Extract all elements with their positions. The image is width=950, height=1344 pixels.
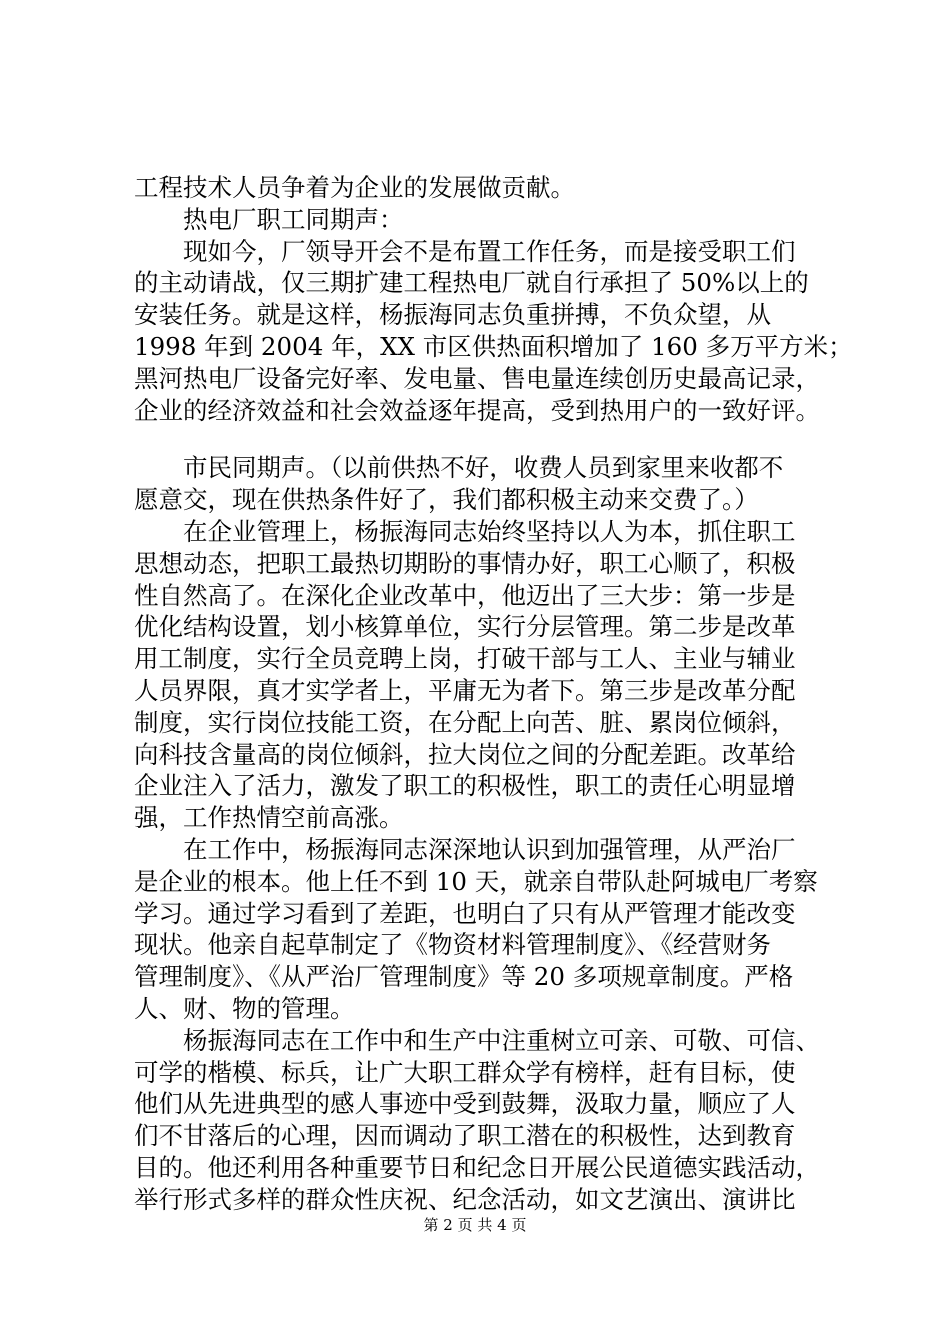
text-line: 黑河热电厂设备完好率、发电量、售电量连续创历史最高记录， <box>134 363 820 393</box>
text-line: 愿意交，现在供热条件好了，我们都积极主动来交费了。） <box>134 485 759 515</box>
text-line: 学习。通过学习看到了差距，也明白了只有从严管理才能改变 <box>134 898 796 928</box>
text-line: 优化结构设置，划小核算单位，实行分层管理。第二步是改革 <box>134 612 796 642</box>
text-line: 是企业的根本。他上任不到 10 天，就亲自带队赴阿城电厂考察 <box>134 866 818 896</box>
text-line: 他们从先进典型的感人事迹中受到鼓舞，汲取力量，顺应了人 <box>134 1089 796 1119</box>
text-line: 强，工作热情空前高涨。 <box>134 803 404 833</box>
text-line: 安装任务。就是这样，杨振海同志负重拼搏，不负众望，从 <box>134 300 771 330</box>
text-line: 的主动请战，仅三期扩建工程热电厂就自行承担了 50%以上的 <box>134 268 809 298</box>
text-line: 企业注入了活力，激发了职工的积极性，职工的责任心明显增 <box>134 771 796 801</box>
page-footer: 第 2 页 共 4 页 <box>423 1216 527 1234</box>
text-line: 现状。他亲自起草制定了《物资材料管理制度》、《经营财务 <box>134 930 771 960</box>
paragraph-first-line: 在企业管理上，杨振海同志始终坚持以人为本，抓住职工 <box>183 516 796 546</box>
paragraph-first-line: 市民同期声。（以前供热不好，收费人员到家里来收都不 <box>183 453 784 483</box>
paragraph-first-line: 在工作中，杨振海同志深深地认识到加强管理，从严治厂 <box>183 834 796 864</box>
text-line: 1998 年到 2004 年，XX 市区供热面积增加了 160 多万平方米； <box>134 331 853 361</box>
text-line: 举行形式多样的群众性庆祝、纪念活动，如文艺演出、演讲比 <box>134 1184 796 1214</box>
text-line: 企业的经济效益和社会效益逐年提高，受到热用户的一致好评。 <box>134 395 820 425</box>
text-line: 们不甘落后的心理，因而调动了职工潜在的积极性，达到教育 <box>134 1121 796 1151</box>
text-line: 工程技术人员争着为企业的发展做贡献。 <box>134 173 575 202</box>
paragraph-first-line: 现如今，厂领导开会不是布置工作任务，而是接受职工们 <box>183 236 796 266</box>
text-line: 可学的楷模、标兵，让广大职工群众学有榜样，赶有目标，使 <box>134 1057 796 1087</box>
text-line: 用工制度，实行全员竞聘上岗，打破干部与工人、主业与辅业 <box>134 644 796 674</box>
text-line: 人员界限，真才实学者上，平庸无为者下。第三步是改革分配 <box>134 675 796 705</box>
text-line: 制度，实行岗位技能工资，在分配上向苦、脏、累岗位倾斜， <box>134 707 796 737</box>
text-line: 管理制度》、《从严治厂管理制度》等 20 多项规章制度。严格 <box>134 962 794 992</box>
text-line: 性自然高了。在深化企业改革中，他迈出了三大步：第一步是 <box>134 580 796 610</box>
text-line: 目的。他还利用各种重要节日和纪念日开展公民道德实践活动， <box>134 1152 820 1182</box>
document-body <box>134 172 853 1216</box>
paragraph-first-line: 杨振海同志在工作中和生产中注重树立可亲、可敬、可信、 <box>183 1025 820 1055</box>
paragraph-first-line: 热电厂职工同期声： <box>183 204 404 234</box>
paragraph-gap <box>134 426 834 452</box>
text-line: 思想动态，把职工最热切期盼的事情办好，职工心顺了，积极 <box>134 548 796 578</box>
text-line: 向科技含量高的岗位倾斜，拉大岗位之间的分配差距。改革给 <box>134 739 796 769</box>
text-line: 人、财、物的管理。 <box>134 993 355 1023</box>
